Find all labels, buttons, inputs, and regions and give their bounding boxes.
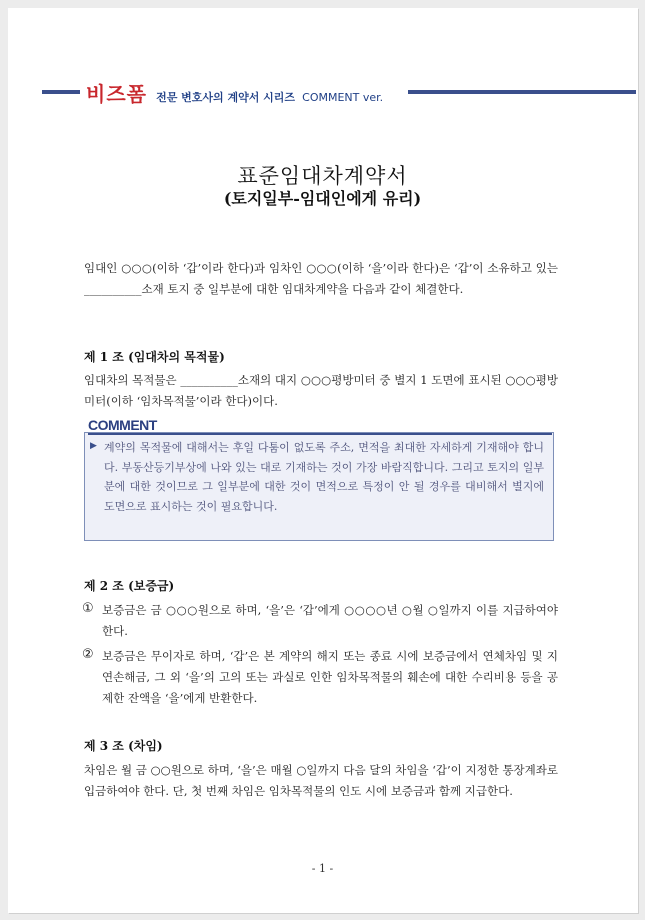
header-rule-right bbox=[408, 90, 636, 94]
article-1-heading: 제 1 조 (임대차의 목적물) bbox=[84, 350, 225, 364]
page-number: - 1 - bbox=[311, 862, 334, 875]
comment-label: COMMENT bbox=[88, 417, 178, 435]
article-3-heading: 제 3 조 (차임) bbox=[84, 739, 163, 753]
header-rule-left bbox=[42, 90, 80, 94]
comment-text: 계약의 목적물에 대해서는 후일 다툼이 없도록 주소, 면적을 최대한 자세하게 기재해야 합니다. 부동산등기부상에 나와 있는 대로 기재하는 것이 가장 바람직합니다. 그리고 토지의 일부분에 대한 것이므로 그 일부분에 대한 것이 면적으로 특정이 안 될 경우를 대비해서 별지에 도면으로 표시하는 것이 필요합니다. bbox=[104, 441, 544, 513]
version-label: COMMENT ver. bbox=[302, 91, 384, 104]
article-2-item-2-text: 보증금은 무이자로 하며, ‘갑’은 본 계약의 해지 또는 종료 시에 보증금에서 연체차임 및 지연손해금, 그 외 ‘을’의 고의 또는 과실로 인한 임차목적물의 훼손에 대한 수리비용 등을 공제한 잔액을 ‘을’에게 반환한다. bbox=[102, 649, 558, 705]
article-2-heading: 제 2 조 (보증금) bbox=[84, 579, 175, 593]
article-1-body: 임대차의 목적물은 __________소재의 대지 ○○○평방미터 중 별지 1 도면에 표시된 ○○○평방미터(이하 ‘임차목적물’이라 한다)이다. bbox=[84, 373, 558, 408]
article-2-item-1-number: ① bbox=[82, 601, 94, 616]
document-subtitle: (토지일부-임대인에게 유리) bbox=[223, 189, 422, 208]
article-3-body: 차임은 월 금 ○○원으로 하며, ‘을’은 매월 ○일까지 다음 달의 차임을 ‘갑’이 지정한 통장계좌로 입금하여야 한다. 단, 첫 번째 차임은 임차목적물의 인도 시에 보증금과 함께 지급한다. bbox=[84, 763, 558, 798]
brand-logo: 비즈폼 bbox=[86, 82, 147, 106]
series-title: 전문 변호사의 계약서 시리즈 bbox=[156, 91, 296, 104]
header-banner bbox=[86, 78, 383, 107]
comment-bullet-icon: ▶ bbox=[90, 441, 97, 451]
article-2-item-2-number: ② bbox=[82, 647, 94, 662]
intro-paragraph: 임대인 ○○○(이하 ‘갑’이라 한다)과 임차인 ○○○(이하 ‘을’이라 한다)은 ‘갑’이 소유하고 있는 __________소재 토지 중 일부분에 대한 임대차계약을 다음과 같이 체결한다. bbox=[84, 261, 558, 296]
document-title: 표준임대차계약서 bbox=[237, 164, 408, 188]
article-2-item-1-text: 보증금은 금 ○○○원으로 하며, ‘을’은 ‘갑’에게 ○○○○년 ○월 ○일까지 이를 지급하여야 한다. bbox=[102, 603, 558, 638]
